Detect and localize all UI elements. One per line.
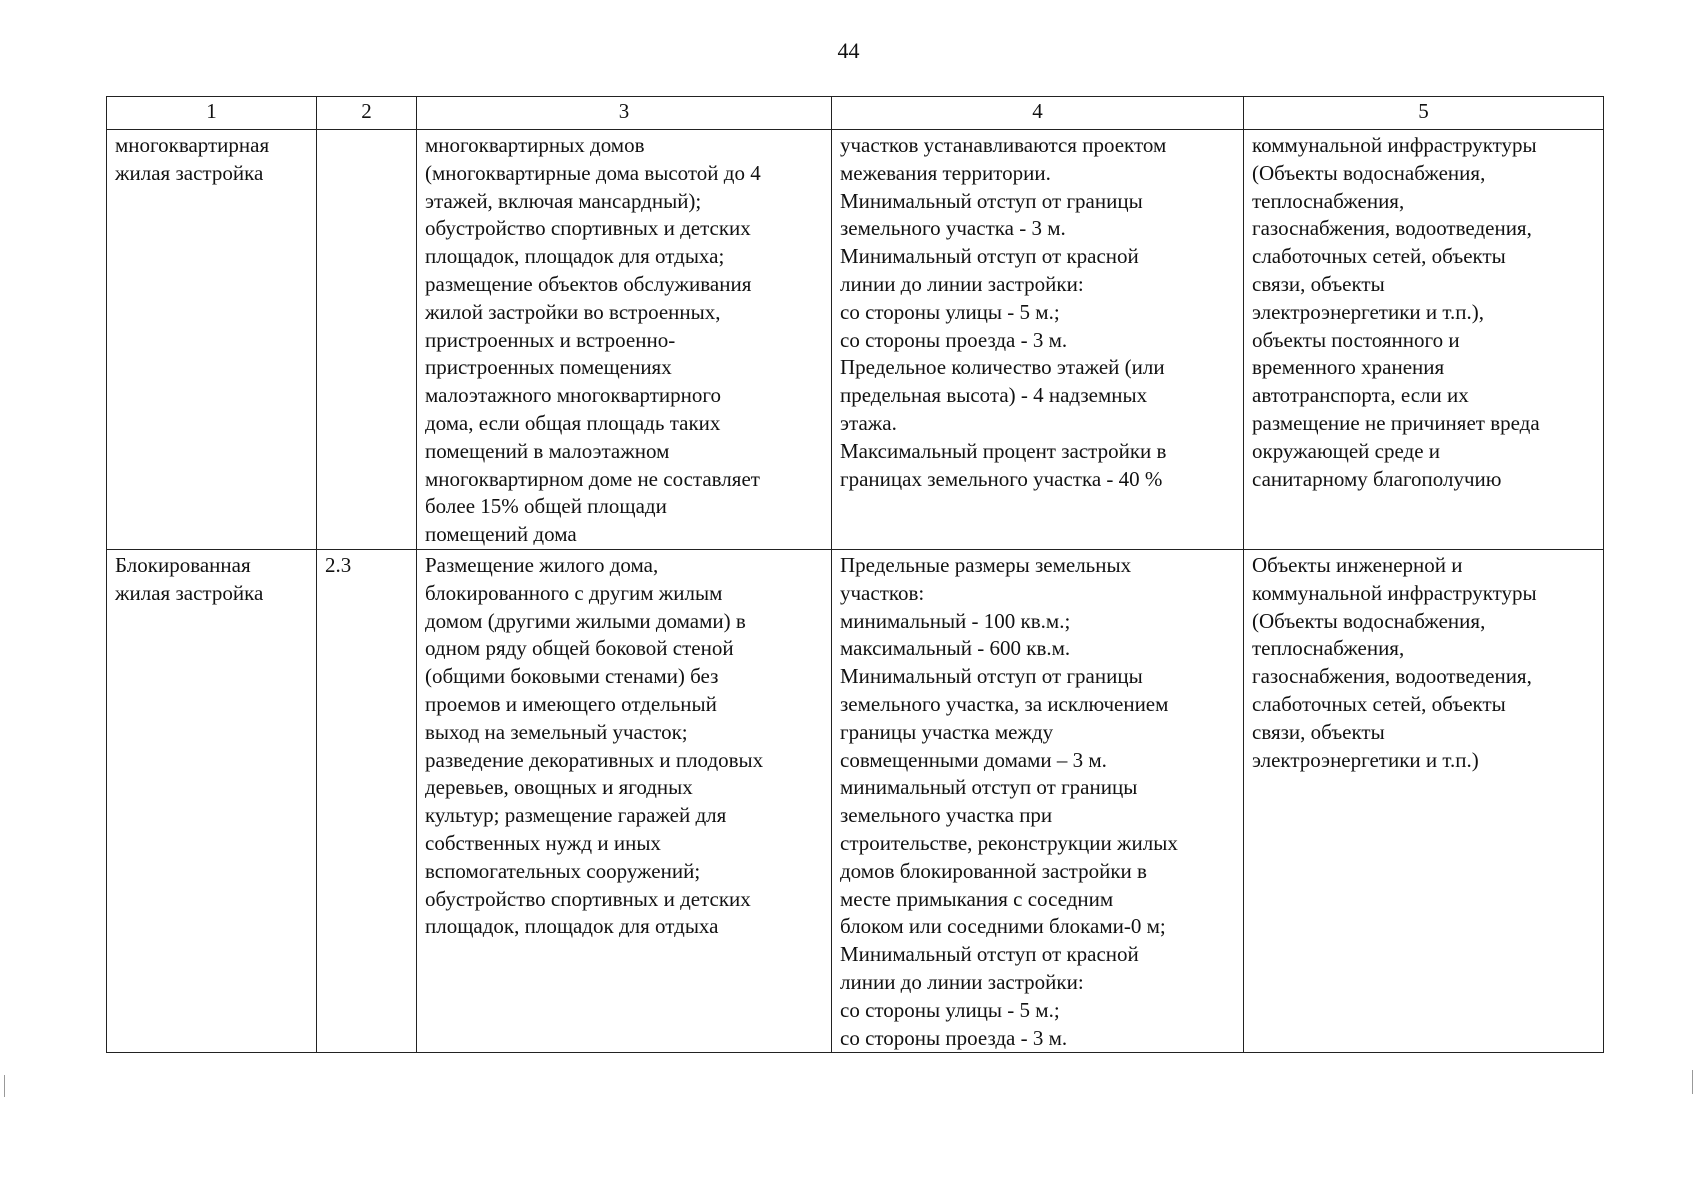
cell-text-line: многоквартирном доме не составляет: [425, 466, 760, 491]
cell-text-line: площадок, площадок для отдыха;: [425, 244, 725, 269]
cell-text-line: жилая застройка: [115, 160, 264, 185]
cell-text-line: земельного участка при: [840, 803, 1053, 828]
cell-text-line: теплоснабжения,: [1252, 636, 1405, 661]
cell-text-line: связи, объекты: [1252, 719, 1385, 744]
table-cell-col3: [417, 130, 832, 550]
cell-text-line: месте примыкания с соседним: [840, 886, 1114, 911]
cell-text-line: жилой застройки во встроенных,: [425, 299, 721, 324]
cell-text-line: участков устанавливаются проектом: [840, 133, 1167, 157]
column-header-2: 2: [317, 97, 417, 130]
cell-text-line: земельного участка, за исключением: [840, 691, 1169, 716]
cell-text-line: санитарному благополучию: [1252, 466, 1502, 491]
cell-text-line: этажей, включая мансардный);: [425, 188, 702, 213]
cell-text-line: (общими боковыми стенами) без: [425, 664, 719, 689]
cell-text-line: дома, если общая площадь таких: [425, 410, 721, 435]
table-cell-col5: [1244, 130, 1604, 550]
cell-text-line: блоком или соседними блоками-0 м;: [840, 914, 1166, 939]
cell-text-line: газоснабжения, водоотведения,: [1252, 216, 1532, 241]
table-cell-col1: [107, 549, 317, 1052]
cell-text-line: более 15% общей площади: [425, 494, 667, 519]
cell-text-line: со стороны улицы - 5 м.;: [840, 997, 1060, 1022]
cell-text-line: обустройство спортивных и детских: [425, 216, 751, 241]
cell-text-line: теплоснабжения,: [1252, 188, 1405, 213]
cell-text-line: совмещенными домами – 3 м.: [840, 747, 1107, 772]
cell-text-line: размещение не причиняет вреда: [1252, 410, 1540, 435]
cell-text-line: линии до линии застройки:: [840, 969, 1084, 994]
cell-text-line: Размещение жилого дома,: [425, 552, 659, 577]
cell-text-line: культур; размещение гаражей для: [425, 803, 727, 828]
cell-text-line: электроэнергетики и т.п.),: [1252, 299, 1484, 324]
cell-text-line: участков:: [840, 580, 925, 605]
cell-text-line: (Объекты водоснабжения,: [1252, 160, 1486, 185]
column-header-3: 3: [417, 97, 832, 130]
table-row: [107, 130, 1604, 550]
cell-text-line: Предельные размеры земельных: [840, 552, 1132, 577]
cell-text-line: минимальный - 100 кв.м.;: [840, 608, 1071, 633]
cell-text-line: Блокированная: [115, 552, 251, 577]
cell-text-line: пристроенных помещениях: [425, 355, 672, 380]
cell-text-line: предельная высота) - 4 надземных: [840, 383, 1148, 408]
table-cell-col3: [417, 549, 832, 1052]
cell-text-line: слаботочных сетей, объекты: [1252, 244, 1506, 269]
cell-text-line: газоснабжения, водоотведения,: [1252, 664, 1532, 689]
column-header-4: 4: [832, 97, 1244, 130]
cell-text-line: выход на земельный участок;: [425, 719, 688, 744]
cell-text-line: собственных нужд и иных: [425, 830, 661, 855]
cell-text-line: Минимальный отступ от границы: [840, 664, 1143, 689]
column-header-1: 1: [107, 97, 317, 130]
cell-text-line: помещений дома: [425, 522, 577, 547]
cell-text-line: временного хранения: [1252, 355, 1445, 380]
column-header-5: 5: [1244, 97, 1604, 130]
cell-text-line: блокированного с другим жилым: [425, 580, 723, 605]
cell-text-line: деревьев, овощных и ягодных: [425, 775, 693, 800]
cell-text-line: Объекты инженерной и: [1252, 552, 1463, 577]
table-cell-col2: [317, 130, 417, 550]
cell-text-line: Минимальный отступ от границы: [840, 188, 1143, 213]
cell-text-line: Максимальный процент застройки в: [840, 438, 1167, 463]
cell-text-line: коммунальной инфраструктуры: [1252, 580, 1537, 605]
cell-text-line: Минимальный отступ от красной: [840, 942, 1139, 967]
cell-text-line: электроэнергетики и т.п.): [1252, 747, 1479, 772]
cell-text-line: 2.3: [325, 552, 352, 577]
cell-text-line: проемов и имеющего отдельный: [425, 691, 717, 716]
cell-text-line: этажа.: [840, 410, 897, 435]
cell-text-line: границы участка между: [840, 719, 1054, 744]
cell-text-line: со стороны улицы - 5 м.;: [840, 299, 1060, 324]
cell-text-line: многоквартирная: [115, 133, 270, 157]
table-cell-col4: [832, 549, 1244, 1052]
cell-text-line: связи, объекты: [1252, 271, 1385, 296]
cell-text-line: со стороны проезда - 3 м.: [840, 327, 1068, 352]
cell-text-line: минимальный отступ от границы: [840, 775, 1138, 800]
cell-text-line: (многоквартирные дома высотой до 4: [425, 160, 761, 185]
cell-text-line: со стороны проезда - 3 м.: [840, 1025, 1068, 1050]
cell-text-line: Минимальный отступ от красной: [840, 244, 1139, 269]
cell-text-line: помещений в малоэтажном: [425, 438, 670, 463]
cell-text-line: объекты постоянного и: [1252, 327, 1460, 352]
cell-text-line: коммунальной инфраструктуры: [1252, 133, 1537, 157]
cell-text-line: домов блокированной застройки в: [840, 858, 1147, 883]
cell-text-line: линии до линии застройки:: [840, 271, 1084, 296]
cell-text-line: строительстве, реконструкции жилых: [840, 830, 1178, 855]
cell-text-line: окружающей среде и: [1252, 438, 1441, 463]
cell-text-line: слаботочных сетей, объекты: [1252, 691, 1506, 716]
cell-text-line: (Объекты водоснабжения,: [1252, 608, 1486, 633]
cell-text-line: площадок, площадок для отдыха: [425, 914, 719, 939]
scan-mark: [1692, 1070, 1693, 1094]
scan-mark: [4, 1075, 5, 1097]
table-cell-col4: [832, 130, 1244, 550]
table-row: [107, 549, 1604, 1052]
cell-text-line: жилая застройка: [115, 580, 264, 605]
cell-text-line: земельного участка - 3 м.: [840, 216, 1066, 241]
cell-text-line: вспомогательных сооружений;: [425, 858, 701, 883]
cell-text-line: разведение декоративных и плодовых: [425, 747, 764, 772]
land-use-table: [106, 96, 1604, 1053]
cell-text-line: одном ряду общей боковой стеной: [425, 636, 734, 661]
cell-text-line: Предельное количество этажей (или: [840, 355, 1165, 380]
table-cell-col5: [1244, 549, 1604, 1052]
cell-text-line: малоэтажного многоквартирного: [425, 383, 721, 408]
cell-text-line: межевания территории.: [840, 160, 1051, 185]
cell-text-line: домом (другими жилыми домами) в: [425, 608, 746, 633]
cell-text-line: многоквартирных домов: [425, 133, 645, 157]
header-row: [107, 97, 1604, 130]
page-number: 44: [837, 38, 860, 63]
cell-text-line: пристроенных и встроенно-: [425, 327, 676, 352]
cell-text-line: автотранспорта, если их: [1252, 383, 1469, 408]
cell-text-line: размещение объектов обслуживания: [425, 271, 752, 296]
cell-text-line: границах земельного участка - 40 %: [840, 466, 1163, 491]
cell-text-line: обустройство спортивных и детских: [425, 886, 751, 911]
table-cell-col2: [317, 549, 417, 1052]
cell-text-line: максимальный - 600 кв.м.: [840, 636, 1071, 661]
table-cell-col1: [107, 130, 317, 550]
